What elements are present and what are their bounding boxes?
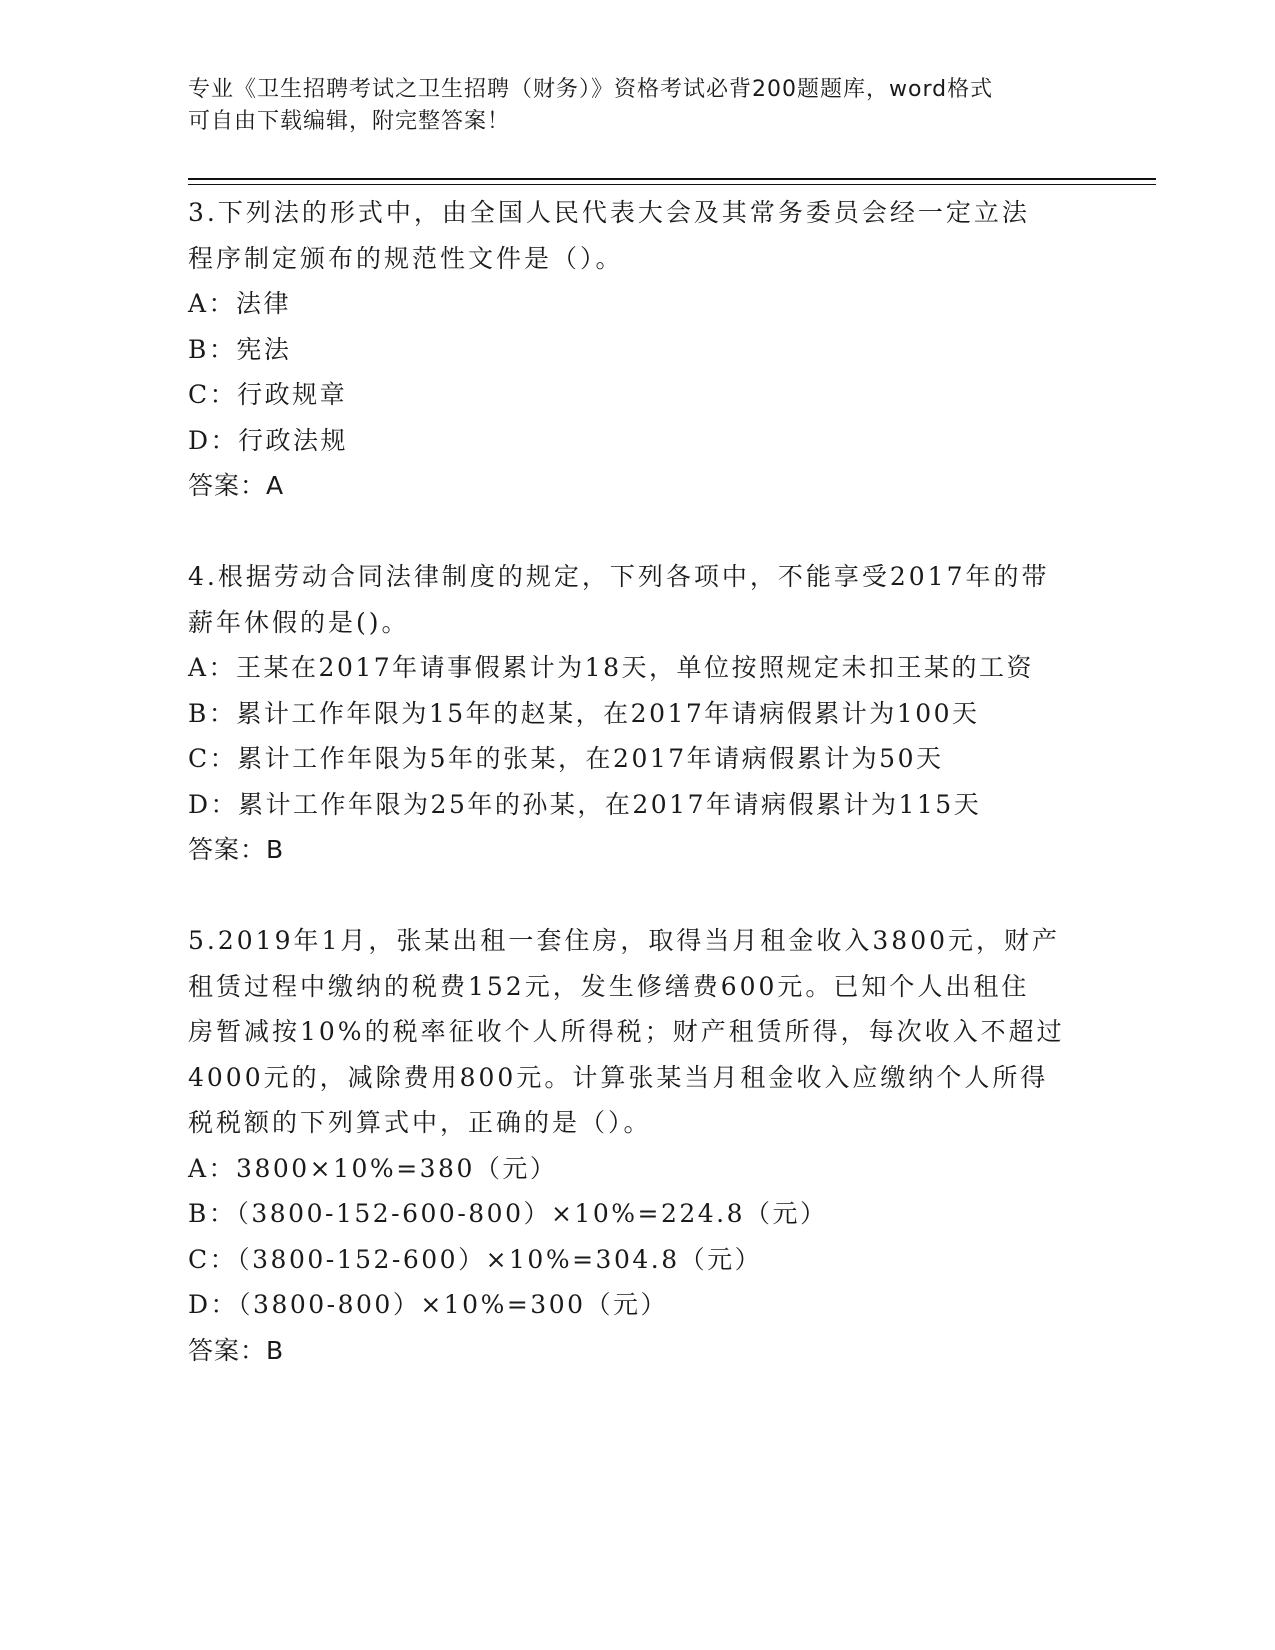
answer-line: 答案：B xyxy=(188,1335,285,1365)
option-c: C：累计工作年限为5年的张某，在2017年请病假累计为50天 xyxy=(188,744,944,773)
question-stem-line: 薪年休假的是()。 xyxy=(188,607,410,637)
option-d: D：行政法规 xyxy=(188,425,349,455)
question-stem-line: 5.2019年1月，张某出租一套住房，取得当月租金收入3800元，财产 xyxy=(188,926,1061,955)
option-d: D：（3800-800）×10%=300（元） xyxy=(188,1290,669,1319)
header-divider-thin xyxy=(188,184,1156,185)
question-spacer xyxy=(188,509,1088,555)
question-stem-line: 4000元的，减除费用800元。计算张某当月租金收入应缴纳个人所得 xyxy=(188,1062,1049,1092)
option-d: D：累计工作年限为25年的孙某，在2017年请病假累计为115天 xyxy=(188,789,982,819)
question-stem-line: 租赁过程中缴纳的税费152元，发生修缮费600元。已知个人出租住 xyxy=(188,971,1030,1001)
option-b: B：累计工作年限为15年的赵某，在2017年请病假累计为100天 xyxy=(188,698,980,728)
question-4 xyxy=(188,554,1088,873)
question-5 xyxy=(188,918,1088,1373)
option-b: B：宪法 xyxy=(188,334,292,364)
question-list xyxy=(188,190,1088,1373)
option-a: A：3800×10%=380（元） xyxy=(188,1153,558,1183)
header-line-2: 可自由下载编辑，附完整答案！ xyxy=(188,109,511,134)
question-spacer xyxy=(188,873,1088,919)
option-c: C：行政规章 xyxy=(188,380,348,409)
question-stem-line: 税税额的下列算式中，正确的是（）。 xyxy=(188,1108,652,1137)
question-stem-line: 3.下列法的形式中，由全国人民代表大会及其常务委员会经一定立法 xyxy=(188,198,1030,227)
header-line-1: 专业《卫生招聘考试之卫生招聘（财务）》资格考试必背200题题库，word格式 xyxy=(188,77,994,102)
option-c: C：（3800-152-600）×10%=304.8（元） xyxy=(188,1244,763,1274)
document-header xyxy=(188,74,1068,138)
answer-line: 答案：B xyxy=(188,835,285,864)
question-stem-line: 4.根据劳动合同法律制度的规定，下列各项中，不能享受2017年的带 xyxy=(188,562,1050,591)
question-stem-line: 房暂减按10%的税率征收个人所得税；财产租赁所得，每次收入不超过 xyxy=(188,1017,1065,1046)
option-b: B：（3800-152-600-800）×10%=224.8（元） xyxy=(188,1199,828,1228)
answer-line: 答案：A xyxy=(188,471,285,500)
option-a: A：王某在2017年请事假累计为18天，单位按照规定未扣王某的工资 xyxy=(188,653,1034,682)
option-a: A：法律 xyxy=(188,289,292,318)
question-3 xyxy=(188,190,1088,509)
question-stem-line: 程序制定颁布的规范性文件是（）。 xyxy=(188,243,624,273)
header-divider-thick xyxy=(188,178,1156,180)
